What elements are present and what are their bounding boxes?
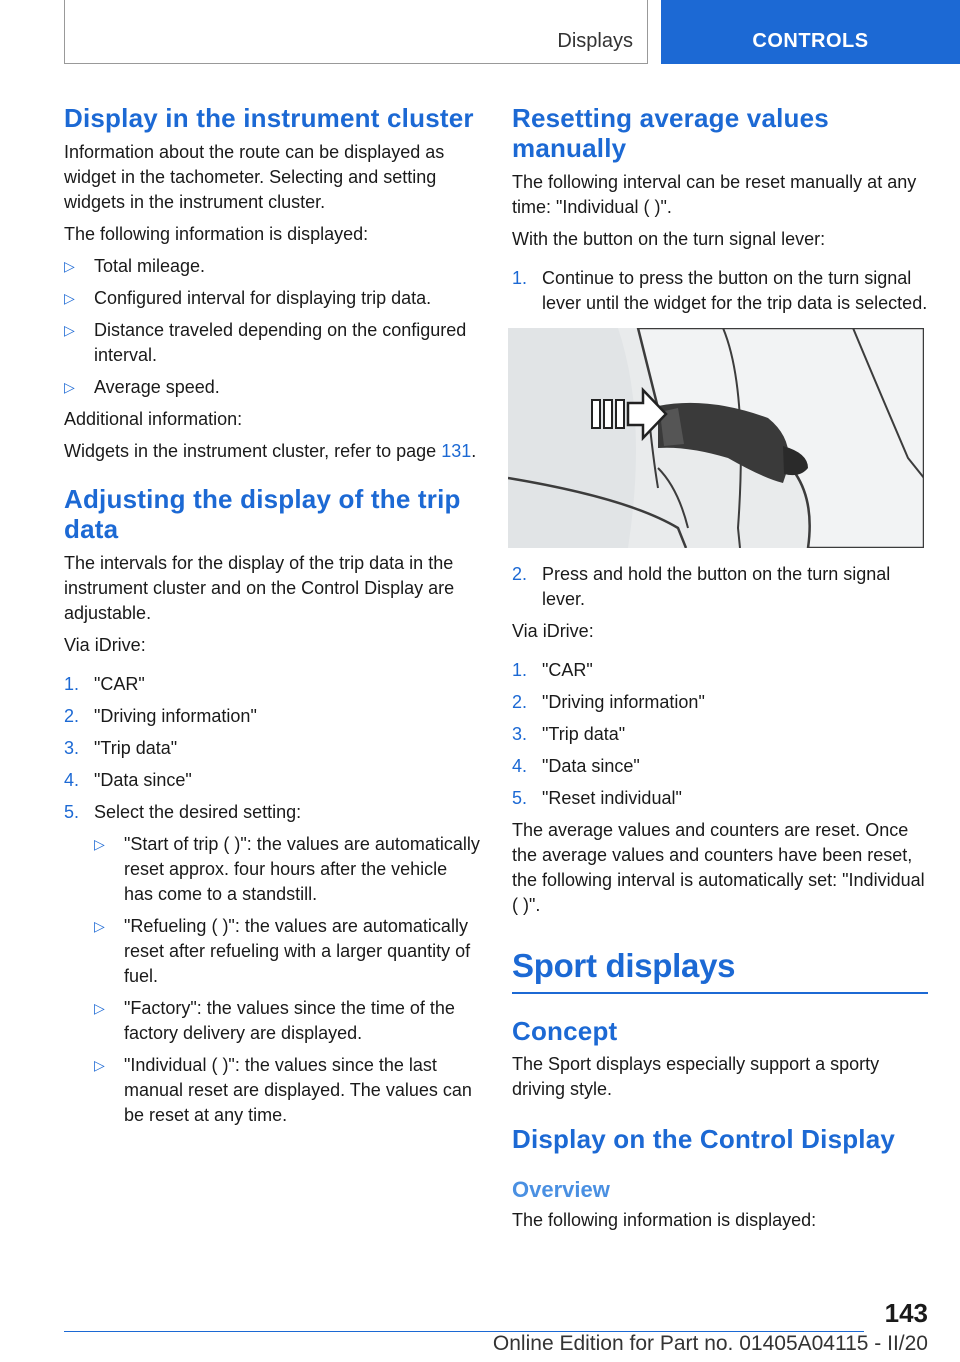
step-text: "Data since" [94,770,192,790]
list-item [64,768,480,793]
paragraph-concept: The Sport displays especially support a sporty driving style. [512,1054,880,1099]
widgets-text: Widgets in the instrument cluster, refer to page [64,441,442,461]
heading-adjusting: Adjusting the display of the trip data [64,484,461,544]
list-item: ▷ "Start of trip ( )": the values are automatically reset approx. four hours after the vehicle has come to a standstill. [94,832,480,907]
step-text: "Data since" [542,756,640,776]
heading-sport-displays: Sport displays [512,947,736,984]
heading-overview: Overview [512,1177,610,1202]
button-steps [512,266,928,316]
step-text: "Driving information" [542,692,705,712]
paragraph-additional: Additional information: [64,409,243,429]
step-number: 4. [64,770,80,790]
heading-resetting: Resetting average values manually [512,103,829,163]
page-number: 143 [884,1298,928,1328]
paragraph-via-idrive: Via iDrive: [64,635,146,655]
paragraph-reset: The average values and counters are reset. Once the average values and counters have been reset, the following interval is automatically set: "Individual ( )". [512,820,925,915]
list-item: ▷ Average speed. [64,375,480,400]
step-number: 3. [64,738,80,758]
step-text: "Trip data" [94,738,178,758]
widgets-text-end: . [471,441,477,461]
step-text: "Trip data" [542,724,626,744]
list-item [512,266,928,316]
step-text: Continue to press the button on the turn signal lever until the widget for the trip data is selected. [542,268,928,313]
button-steps-cont [512,562,928,612]
step-text: Press and hold the button on the turn signal lever. [542,564,891,609]
step-number: 2. [512,692,528,712]
lever-drawing [508,328,924,548]
step-number: 4. [512,756,528,776]
idrive-reset-steps [512,658,928,811]
paragraph-via-idrive: Via iDrive: [512,621,594,641]
step-number: 1. [64,674,80,694]
list-item: ▷ "Factory": the values since the time of the factory delivery are displayed. [94,996,480,1046]
list-item: ▷ "Refueling ( )": the values are automatically reset after refueling with a larger quantity of fuel. [94,914,480,989]
step-number: 1. [512,660,528,680]
paragraph-widgets [64,439,480,464]
paragraph-intervals: The intervals for the display of the trip data in the instrument cluster and on the Control Display are adjustable. [64,553,455,623]
list-item: ▷ Distance traveled depending on the configured interval. [64,318,480,368]
step-number: 2. [64,706,80,726]
header-section-tab [64,0,648,64]
header-chapter-label: CONTROLS [752,30,869,52]
list-item [64,672,480,697]
list-item: ▷ "Individual ( )": the values since the last manual reset are displayed. The values can be reset at any time. [94,1053,480,1128]
header-section-label: Displays [557,30,633,52]
edition-footer: Online Edition for Part no. 01405A04115 - II/20 [492,1332,928,1355]
paragraph-button: With the button on the turn signal lever: [512,229,826,249]
paragraph-intro: Information about the route can be displayed as widget in the tachometer. Selecting and setting widgets in the instrument cluster. [64,142,445,212]
paragraph-following: The following information is displayed: [64,224,369,244]
heading-display-cluster: Display in the instrument cluster [64,103,474,133]
heading-concept: Concept [512,1016,618,1046]
setting-options [94,832,480,1128]
step-text: Select the desired setting: [94,802,302,822]
list-item [64,704,480,729]
step-number: 5. [64,802,80,822]
list-item [512,754,928,779]
list-item [512,722,928,747]
page-ref-link[interactable]: 131 [441,441,472,461]
step-text: "Driving information" [94,706,257,726]
paragraph-interval: The following interval can be reset manually at any time: "Individual ( )". [512,172,917,217]
list-item [64,736,480,761]
heading-control-display: Display on the Control Display [512,1124,896,1154]
step-text: "CAR" [542,660,593,680]
step-number: 2. [512,564,528,584]
paragraph-overview: The following information is displayed: [512,1210,817,1230]
right-column [512,103,928,1233]
step-number: 1. [512,268,528,288]
sport-displays-rule [512,946,928,994]
list-item [512,690,928,715]
step-number: 3. [512,724,528,744]
step-text: "CAR" [94,674,145,694]
turn-signal-lever-illustration [508,328,924,548]
list-item [512,786,928,811]
step-number: 5. [512,788,528,808]
list-item: ▷ Configured interval for displaying trip data. [64,286,480,311]
list-item [64,800,480,1128]
step-text: "Reset individual" [542,788,682,808]
info-list [64,254,480,400]
list-item [512,562,928,612]
header-chapter-tab[interactable] [661,0,960,64]
left-column [64,103,480,1135]
list-item: ▷ Total mileage. [64,254,480,279]
list-item [512,658,928,683]
idrive-steps [64,672,480,1128]
